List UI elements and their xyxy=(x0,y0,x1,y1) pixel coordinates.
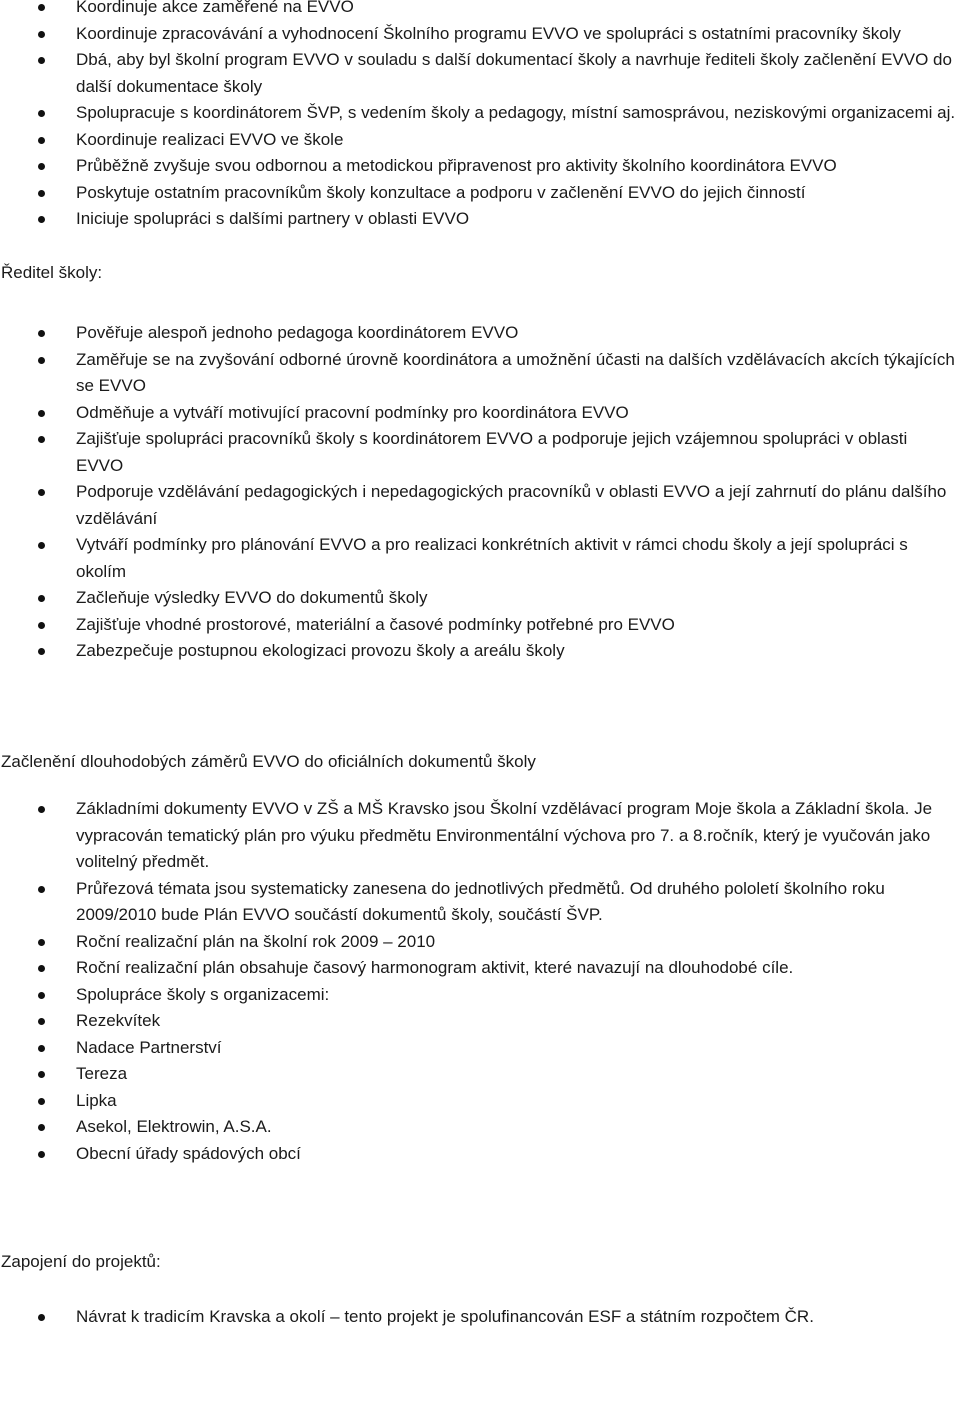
bullet-icon xyxy=(38,939,45,946)
section-heading-zacleneni: Začlenění dlouhodobých záměrů EVVO do oficiálních dokumentů školy xyxy=(1,751,536,771)
list-item: Koordinuje realizaci EVVO ve škole xyxy=(0,127,960,154)
list-item: Nadace Partnerství xyxy=(0,1035,960,1062)
bullet-icon xyxy=(38,410,45,417)
integration-list xyxy=(0,796,960,1167)
list-item: Zajišťuje spolupráci pracovníků školy s koordinátorem EVVO a podporuje jejich vzájemnou spolupráci v oblasti EVVO xyxy=(0,426,960,479)
list-item: Dbá, aby byl školní program EVVO v souladu s další dokumentací školy a navrhuje řediteli školy začlenění EVVO do další dokumentace školy xyxy=(0,47,960,100)
bullet-icon xyxy=(38,992,45,999)
bullet-icon xyxy=(38,137,45,144)
bullet-icon xyxy=(38,57,45,64)
list-item: Spolupracuje s koordinátorem ŠVP, s vedením školy a pedagogy, místní samosprávou, neziskovými organizacemi aj. xyxy=(0,100,960,127)
bullet-icon xyxy=(38,1098,45,1105)
bullet-icon xyxy=(38,806,45,813)
list-item: Začleňuje výsledky EVVO do dokumentů školy xyxy=(0,585,960,612)
list-item: Zaměřuje se na zvyšování odborné úrovně koordinátora a umožnění účasti na dalších vzdělávacích akcích týkajících se EVVO xyxy=(0,347,960,400)
bullet-icon xyxy=(38,965,45,972)
bullet-icon xyxy=(38,357,45,364)
director-duties-list xyxy=(0,320,960,665)
coordinator-duties-list xyxy=(0,0,960,233)
list-item: Roční realizační plán na školní rok 2009 – 2010 xyxy=(0,929,960,956)
bullet-icon xyxy=(38,31,45,38)
bullet-icon xyxy=(38,1314,45,1321)
list-item: Poskytuje ostatním pracovníkům školy konzultace a podporu v začlenění EVVO do jejich činností xyxy=(0,180,960,207)
list-item: Zajišťuje vhodné prostorové, materiální a časové podmínky potřebné pro EVVO xyxy=(0,612,960,639)
list-item: Návrat k tradicím Kravska a okolí – tento projekt je spolufinancován ESF a státním rozpočtem ČR. xyxy=(0,1304,960,1331)
bullet-icon xyxy=(38,330,45,337)
section-heading-reditel: Ředitel školy: xyxy=(1,262,103,282)
bullet-icon xyxy=(38,595,45,602)
bullet-icon xyxy=(38,190,45,197)
bullet-icon xyxy=(38,622,45,629)
bullet-icon xyxy=(38,1071,45,1078)
bullet-icon xyxy=(38,436,45,443)
bullet-icon xyxy=(38,216,45,223)
bullet-icon xyxy=(38,1124,45,1131)
list-item: Podporuje vzdělávání pedagogických i nepedagogických pracovníků v oblasti EVVO a její zahrnutí do plánu dalšího vzdělávání xyxy=(0,479,960,532)
list-item: Asekol, Elektrowin, A.S.A. xyxy=(0,1114,960,1141)
list-item: Roční realizační plán obsahuje časový harmonogram aktivit, které navazují na dlouhodobé cíle. xyxy=(0,955,960,982)
list-item: Průběžně zvyšuje svou odbornou a metodickou připravenost pro aktivity školního koordinátora EVVO xyxy=(0,153,960,180)
projects-list xyxy=(0,1304,960,1331)
bullet-icon xyxy=(38,4,45,11)
list-item: Základními dokumenty EVVO v ZŠ a MŠ Kravsko jsou Školní vzdělávací program Moje škola a Základní škola. Je vypracován tematický plán pro výuku předmětu Environmentální výchova pro 7. a 8.ročník, který je vyučován jako volitelný předmět. xyxy=(0,796,960,876)
bullet-icon xyxy=(38,489,45,496)
bullet-icon xyxy=(38,110,45,117)
bullet-icon xyxy=(38,648,45,655)
list-item: Odměňuje a vytváří motivující pracovní podmínky pro koordinátora EVVO xyxy=(0,400,960,427)
bullet-icon xyxy=(38,542,45,549)
list-item: Koordinuje zpracovávání a vyhodnocení Školního programu EVVO ve spolupráci s ostatními pracovníky školy xyxy=(0,21,960,48)
section-heading-zapojeni: Zapojení do projektů: xyxy=(1,1252,161,1271)
list-item: Koordinuje akce zaměřené na EVVO xyxy=(0,0,960,21)
list-item: Pověřuje alespoň jednoho pedagoga koordinátorem EVVO xyxy=(0,320,960,347)
list-item: Lipka xyxy=(0,1088,960,1115)
list-item: Zabezpečuje postupnou ekologizaci provozu školy a areálu školy xyxy=(0,638,960,665)
list-item: Vytváří podmínky pro plánování EVVO a pro realizaci konkrétních aktivit v rámci chodu školy a její spolupráci s okolím xyxy=(0,532,960,585)
list-item: Spolupráce školy s organizacemi: xyxy=(0,982,960,1009)
list-item: Průřezová témata jsou systematicky zanesena do jednotlivých předmětů. Od druhého pololetí školního roku 2009/2010 bude Plán EVVO součástí dokumentů školy, součástí ŠVP. xyxy=(0,876,960,929)
bullet-icon xyxy=(38,1045,45,1052)
list-item: Tereza xyxy=(0,1061,960,1088)
bullet-icon xyxy=(38,1151,45,1158)
bullet-icon xyxy=(38,163,45,170)
bullet-icon xyxy=(38,886,45,893)
list-item: Rezekvítek xyxy=(0,1008,960,1035)
list-item: Obecní úřady spádových obcí xyxy=(0,1141,960,1168)
bullet-icon xyxy=(38,1018,45,1025)
list-item: Iniciuje spolupráci s dalšími partnery v oblasti EVVO xyxy=(0,206,960,233)
